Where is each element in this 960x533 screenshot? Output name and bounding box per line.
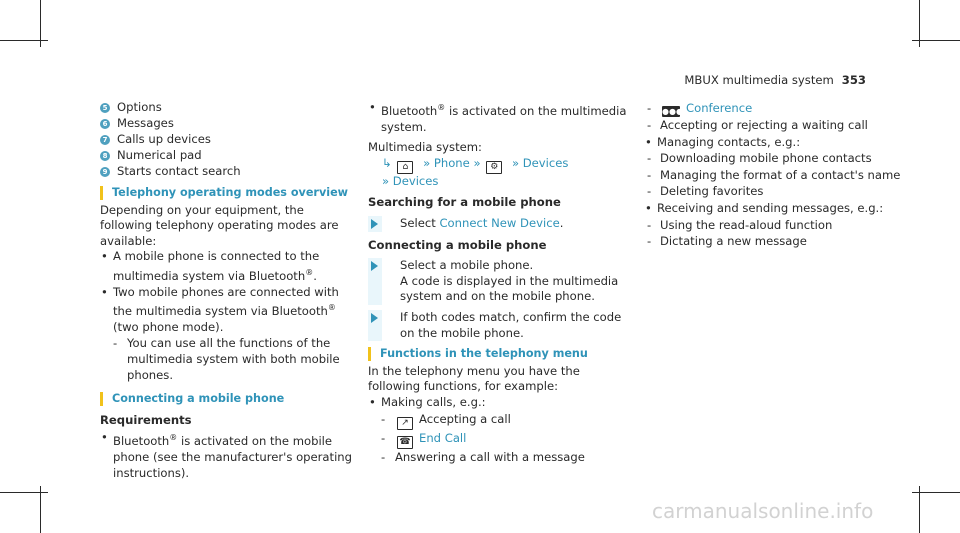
instruction-step <box>368 258 630 305</box>
step-arrow-icon <box>371 261 378 271</box>
numbered-item <box>100 132 355 148</box>
path-separator-icon: » <box>382 173 390 188</box>
bullet-text: A mobile phone is connected to the multimedia system via Bluetooth <box>113 249 320 283</box>
crop-mark <box>912 40 960 41</box>
step-arrow-icon <box>371 313 378 323</box>
section-bar <box>100 186 103 200</box>
bullet-item: • Managing contacts, e.g.: <box>644 135 902 151</box>
bullet-text: is activated on the mobile phone (see the manufacturer's operating instructions). <box>113 434 352 480</box>
bullet-text: Bluetooth <box>381 104 438 118</box>
numbered-item <box>100 116 355 132</box>
bullet-text: . <box>313 268 317 283</box>
paragraph: In the telephony menu you have the following functions, for example: <box>368 363 580 394</box>
dash-item <box>368 431 630 449</box>
bullet-item: • Receiving and sending messages, e.g.: <box>644 201 902 217</box>
registered-mark: ® <box>327 303 336 313</box>
path-separator-icon: » <box>511 155 520 170</box>
paragraph: Multimedia system: <box>368 140 482 155</box>
numbered-item-text: Messages <box>117 116 174 131</box>
conference-icon: ●●● <box>662 107 683 116</box>
crop-mark <box>912 492 960 493</box>
end-call-icon: ☎ <box>397 436 413 449</box>
running-head-title: MBUX multimedia system <box>684 73 834 87</box>
sub-heading: Requirements <box>100 412 192 427</box>
step-text: A code is displayed in the multimedia system and on the mobile phone. <box>400 273 619 304</box>
path-devices: Devices <box>522 155 569 170</box>
column-2 <box>368 100 630 466</box>
step-text: . <box>559 215 564 230</box>
numbered-item-text: Numerical pad <box>117 148 202 163</box>
dash-item: - Downloading mobile phone contacts <box>644 151 902 167</box>
column-1 <box>100 100 355 481</box>
number-badge: 6 <box>100 119 110 129</box>
dash-item: - Answering a call with a message <box>368 450 630 466</box>
bullet-item <box>368 100 630 135</box>
sub-heading: Searching for a mobile phone <box>368 195 561 210</box>
path-devices: Devices <box>392 173 439 188</box>
numbered-item <box>100 164 355 180</box>
numbered-item <box>100 148 355 164</box>
number-badge: 7 <box>100 135 110 145</box>
numbered-item-text: Options <box>117 100 162 115</box>
step-text: If both codes match, confirm the code on the mobile phone. <box>400 309 622 340</box>
instruction-step <box>368 216 630 232</box>
dash-item: - You can use all the functions of the multimedia system with both mobile phones. <box>100 336 355 383</box>
path-separator-icon: » <box>423 155 431 170</box>
section-title: Telephony operating modes overview <box>112 186 348 199</box>
number-badge: 5 <box>100 103 110 113</box>
crop-mark <box>919 486 920 533</box>
column-3 <box>644 100 902 251</box>
path-phone: Phone <box>433 155 470 170</box>
bullet-item <box>100 430 355 481</box>
section-title: Functions in the telephony menu <box>380 347 588 361</box>
sub-heading: Connecting a mobile phone <box>368 237 547 252</box>
crop-mark <box>40 486 41 533</box>
path-arrow-icon: ↳ <box>382 155 392 170</box>
registered-mark: ® <box>305 267 314 277</box>
bullet-text: is activated on the multimedia system. <box>381 104 627 134</box>
bullet-item <box>100 249 355 284</box>
bullet-text: Bluetooth <box>113 434 170 449</box>
dash-item <box>644 101 902 117</box>
section-bar <box>368 347 371 361</box>
crop-mark <box>0 40 48 41</box>
step-arrow-icon <box>371 219 378 229</box>
bullet-text: Two mobile phones are connected with the multimedia system via Bluetooth <box>113 284 339 319</box>
menu-path <box>368 156 630 174</box>
numbered-item <box>100 100 355 116</box>
dash-item: - Managing the format of a contact's name <box>644 168 902 184</box>
dash-text: Accepting a call <box>419 411 511 426</box>
dash-item <box>368 412 630 430</box>
registered-mark: ® <box>169 433 178 443</box>
section-heading <box>100 185 355 201</box>
step-text: Select a mobile phone. <box>400 258 534 273</box>
running-head <box>684 73 866 89</box>
dash-item: - Deleting favorites <box>644 184 902 200</box>
page-number: 353 <box>841 73 866 87</box>
bullet-item: • Making calls, e.g.: <box>368 395 630 411</box>
bullet-text: (two phone mode). <box>113 319 224 334</box>
number-badge: 9 <box>100 167 110 177</box>
dash-text: Conference <box>686 101 753 115</box>
section-heading <box>100 391 355 407</box>
step-text: Select <box>400 215 440 230</box>
instruction-step <box>368 310 630 341</box>
registered-mark: ® <box>437 103 446 112</box>
section-bar <box>100 392 103 406</box>
numbered-item-text: Starts contact search <box>117 164 241 179</box>
section-title: Connecting a mobile phone <box>112 392 285 406</box>
dash-item: - Dictating a new message <box>644 234 902 250</box>
home-icon: ⌂ <box>397 161 413 174</box>
step-link: Connect New Device <box>439 215 560 230</box>
dash-item: - Using the read-aloud function <box>644 218 902 234</box>
numbered-item-text: Calls up devices <box>117 132 211 147</box>
section-heading <box>368 346 630 362</box>
crop-mark <box>0 492 48 493</box>
dash-text: End Call <box>419 430 467 445</box>
dash-item: - Accepting or rejecting a waiting call <box>644 118 902 134</box>
watermark: carmanualsonline.info <box>652 499 874 523</box>
accept-call-icon: ↗ <box>397 417 413 430</box>
gear-icon: ⚙ <box>486 161 502 174</box>
number-badge: 8 <box>100 151 110 161</box>
menu-path-cont <box>368 174 630 190</box>
path-separator-icon: » <box>473 155 481 170</box>
paragraph: Depending on your equipment, the following telephony operating modes are available: <box>100 202 339 248</box>
bullet-item <box>100 285 355 336</box>
